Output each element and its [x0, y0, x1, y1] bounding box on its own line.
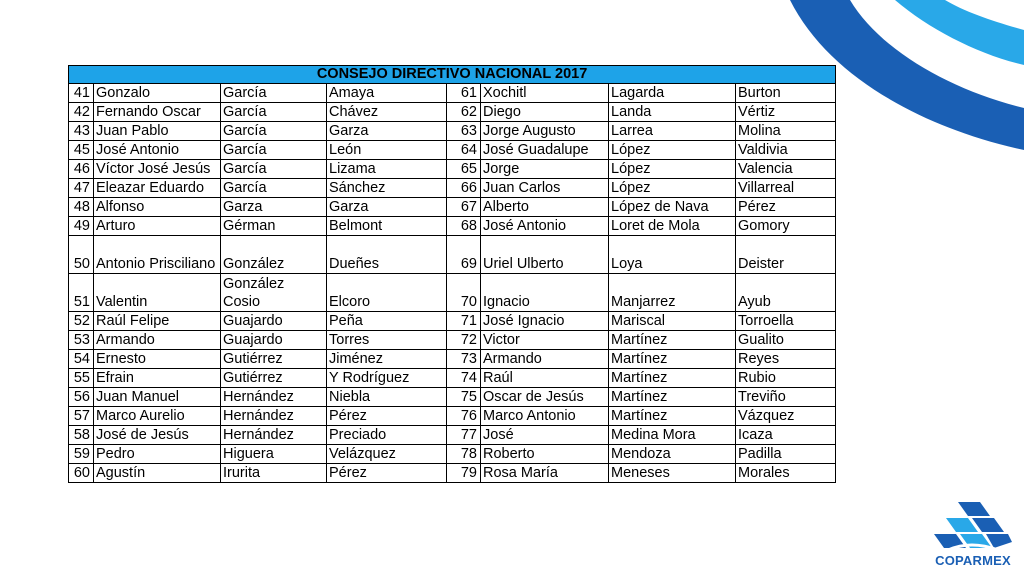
surname-maternal-cell: Villarreal: [736, 179, 836, 198]
surname-maternal-cell: Y Rodríguez: [327, 369, 447, 388]
member-number-cell: 63: [447, 122, 481, 141]
table-row: [69, 350, 836, 369]
coparmex-logo-text: COPARMEX: [935, 553, 1011, 568]
surname-paternal-cell: López: [609, 141, 736, 160]
surname-maternal-cell: Sánchez: [327, 179, 447, 198]
member-number-cell: 59: [69, 445, 94, 464]
table-row: [69, 236, 836, 274]
first-name-cell: Agustín: [94, 464, 221, 483]
surname-paternal-cell: García: [221, 122, 327, 141]
first-name-cell: Pedro: [94, 445, 221, 464]
member-number-cell: 62: [447, 103, 481, 122]
surname-maternal-cell: Lizama: [327, 160, 447, 179]
member-number-cell: 51: [69, 274, 94, 312]
table-row: [69, 426, 836, 445]
first-name-cell: Juan Carlos: [481, 179, 609, 198]
surname-paternal-cell: Hernández: [221, 407, 327, 426]
surname-paternal-cell: García: [221, 103, 327, 122]
member-number-cell: 71: [447, 312, 481, 331]
surname-paternal-cell: Loya: [609, 236, 736, 274]
surname-maternal-cell: Morales: [736, 464, 836, 483]
surname-maternal-cell: Valdivia: [736, 141, 836, 160]
surname-maternal-cell: Belmont: [327, 217, 447, 236]
member-number-cell: 74: [447, 369, 481, 388]
surname-paternal-cell: García: [221, 141, 327, 160]
surname-paternal-cell: Hernández: [221, 426, 327, 445]
surname-maternal-cell: Padilla: [736, 445, 836, 464]
surname-paternal-cell: Lagarda: [609, 84, 736, 103]
first-name-cell: Raúl: [481, 369, 609, 388]
first-name-cell: José Guadalupe: [481, 141, 609, 160]
member-number-cell: 78: [447, 445, 481, 464]
table-body: [69, 84, 836, 483]
surname-maternal-cell: Valencia: [736, 160, 836, 179]
member-number-cell: 65: [447, 160, 481, 179]
table-title: CONSEJO DIRECTIVO NACIONAL 2017: [69, 66, 836, 84]
member-number-cell: 66: [447, 179, 481, 198]
surname-maternal-cell: Amaya: [327, 84, 447, 103]
first-name-cell: Juan Manuel: [94, 388, 221, 407]
member-number-cell: 68: [447, 217, 481, 236]
surname-paternal-cell: Larrea: [609, 122, 736, 141]
first-name-cell: Roberto: [481, 445, 609, 464]
table-row: [69, 312, 836, 331]
surname-paternal-cell: Mendoza: [609, 445, 736, 464]
surname-maternal-cell: Icaza: [736, 426, 836, 445]
first-name-cell: Juan Pablo: [94, 122, 221, 141]
surname-maternal-cell: Preciado: [327, 426, 447, 445]
member-number-cell: 69: [447, 236, 481, 274]
surname-paternal-cell: Higuera: [221, 445, 327, 464]
surname-maternal-cell: Treviño: [736, 388, 836, 407]
surname-maternal-cell: Pérez: [736, 198, 836, 217]
table-row: [69, 179, 836, 198]
surname-paternal-cell: García: [221, 160, 327, 179]
member-number-cell: 77: [447, 426, 481, 445]
table-row: [69, 160, 836, 179]
member-number-cell: 72: [447, 331, 481, 350]
member-number-cell: 45: [69, 141, 94, 160]
surname-maternal-cell: Reyes: [736, 350, 836, 369]
member-number-cell: 43: [69, 122, 94, 141]
table-row: [69, 217, 836, 236]
surname-paternal-cell: Landa: [609, 103, 736, 122]
surname-paternal-cell: González Cosio: [221, 274, 327, 312]
surname-maternal-cell: Chávez: [327, 103, 447, 122]
first-name-cell: José Antonio: [481, 217, 609, 236]
table-row: [69, 122, 836, 141]
table-row: [69, 274, 836, 312]
first-name-cell: Raúl Felipe: [94, 312, 221, 331]
surname-paternal-cell: Mariscal: [609, 312, 736, 331]
surname-maternal-cell: Pérez: [327, 464, 447, 483]
surname-maternal-cell: Burton: [736, 84, 836, 103]
surname-maternal-cell: Vázquez: [736, 407, 836, 426]
table-row: [69, 464, 836, 483]
surname-paternal-cell: Hernández: [221, 388, 327, 407]
member-number-cell: 76: [447, 407, 481, 426]
surname-paternal-cell: González: [221, 236, 327, 274]
member-number-cell: 48: [69, 198, 94, 217]
first-name-cell: Rosa María: [481, 464, 609, 483]
surname-paternal-cell: Loret de Mola: [609, 217, 736, 236]
surname-paternal-cell: López: [609, 160, 736, 179]
member-number-cell: 79: [447, 464, 481, 483]
surname-paternal-cell: García: [221, 84, 327, 103]
first-name-cell: Marco Aurelio: [94, 407, 221, 426]
first-name-cell: Ignacio: [481, 274, 609, 312]
first-name-cell: Gonzalo: [94, 84, 221, 103]
first-name-cell: Armando: [481, 350, 609, 369]
surname-maternal-cell: Rubio: [736, 369, 836, 388]
first-name-cell: Uriel Ulberto: [481, 236, 609, 274]
surname-paternal-cell: Garza: [221, 198, 327, 217]
member-number-cell: 55: [69, 369, 94, 388]
surname-maternal-cell: Peña: [327, 312, 447, 331]
surname-maternal-cell: Garza: [327, 198, 447, 217]
member-number-cell: 54: [69, 350, 94, 369]
table-row: [69, 445, 836, 464]
first-name-cell: Alfonso: [94, 198, 221, 217]
table-row: [69, 141, 836, 160]
first-name-cell: Marco Antonio: [481, 407, 609, 426]
member-number-cell: 53: [69, 331, 94, 350]
surname-maternal-cell: Garza: [327, 122, 447, 141]
first-name-cell: Xochitl: [481, 84, 609, 103]
surname-paternal-cell: Meneses: [609, 464, 736, 483]
surname-maternal-cell: Torroella: [736, 312, 836, 331]
member-number-cell: 70: [447, 274, 481, 312]
member-number-cell: 50: [69, 236, 94, 274]
first-name-cell: José de Jesús: [94, 426, 221, 445]
first-name-cell: Diego: [481, 103, 609, 122]
member-number-cell: 42: [69, 103, 94, 122]
surname-maternal-cell: Pérez: [327, 407, 447, 426]
surname-paternal-cell: Martínez: [609, 331, 736, 350]
surname-paternal-cell: Martínez: [609, 350, 736, 369]
surname-paternal-cell: Martínez: [609, 407, 736, 426]
surname-paternal-cell: Guajardo: [221, 331, 327, 350]
first-name-cell: Ernesto: [94, 350, 221, 369]
surname-maternal-cell: Dueñes: [327, 236, 447, 274]
surname-maternal-cell: Velázquez: [327, 445, 447, 464]
surname-maternal-cell: León: [327, 141, 447, 160]
surname-paternal-cell: López de Nava: [609, 198, 736, 217]
table-row: [69, 331, 836, 350]
surname-paternal-cell: García: [221, 179, 327, 198]
member-number-cell: 75: [447, 388, 481, 407]
surname-maternal-cell: Gualito: [736, 331, 836, 350]
first-name-cell: Jorge: [481, 160, 609, 179]
first-name-cell: Armando: [94, 331, 221, 350]
member-number-cell: 60: [69, 464, 94, 483]
surname-maternal-cell: Vértiz: [736, 103, 836, 122]
first-name-cell: Victor: [481, 331, 609, 350]
surname-paternal-cell: Martínez: [609, 388, 736, 407]
member-number-cell: 67: [447, 198, 481, 217]
first-name-cell: Alberto: [481, 198, 609, 217]
surname-maternal-cell: Elcoro: [327, 274, 447, 312]
surname-maternal-cell: Torres: [327, 331, 447, 350]
member-number-cell: 57: [69, 407, 94, 426]
member-number-cell: 46: [69, 160, 94, 179]
member-number-cell: 47: [69, 179, 94, 198]
surname-paternal-cell: Medina Mora: [609, 426, 736, 445]
first-name-cell: Jorge Augusto: [481, 122, 609, 141]
member-number-cell: 64: [447, 141, 481, 160]
first-name-cell: Antonio Prisciliano: [94, 236, 221, 274]
table-row: [69, 407, 836, 426]
surname-maternal-cell: Ayub: [736, 274, 836, 312]
member-number-cell: 41: [69, 84, 94, 103]
surname-maternal-cell: Jiménez: [327, 350, 447, 369]
first-name-cell: José Antonio: [94, 141, 221, 160]
first-name-cell: Efrain: [94, 369, 221, 388]
surname-paternal-cell: Martínez: [609, 369, 736, 388]
surname-maternal-cell: Deister: [736, 236, 836, 274]
member-number-cell: 61: [447, 84, 481, 103]
table-row: [69, 369, 836, 388]
first-name-cell: José: [481, 426, 609, 445]
table-row: [69, 388, 836, 407]
member-number-cell: 49: [69, 217, 94, 236]
member-number-cell: 56: [69, 388, 94, 407]
table-row: [69, 84, 836, 103]
surname-paternal-cell: Gérman: [221, 217, 327, 236]
surname-paternal-cell: Guajardo: [221, 312, 327, 331]
surname-paternal-cell: Gutiérrez: [221, 350, 327, 369]
surname-maternal-cell: Molina: [736, 122, 836, 141]
first-name-cell: Valentin: [94, 274, 221, 312]
surname-paternal-cell: Gutiérrez: [221, 369, 327, 388]
member-number-cell: 58: [69, 426, 94, 445]
member-number-cell: 52: [69, 312, 94, 331]
table-row: [69, 198, 836, 217]
first-name-cell: Eleazar Eduardo: [94, 179, 221, 198]
surname-paternal-cell: Irurita: [221, 464, 327, 483]
first-name-cell: José Ignacio: [481, 312, 609, 331]
board-members-table: [68, 65, 836, 483]
surname-paternal-cell: López: [609, 179, 736, 198]
surname-paternal-cell: Manjarrez: [609, 274, 736, 312]
first-name-cell: Víctor José Jesús: [94, 160, 221, 179]
first-name-cell: Arturo: [94, 217, 221, 236]
table-row: [69, 103, 836, 122]
first-name-cell: Oscar de Jesús: [481, 388, 609, 407]
first-name-cell: Fernando Oscar: [94, 103, 221, 122]
surname-maternal-cell: Gomory: [736, 217, 836, 236]
surname-maternal-cell: Niebla: [327, 388, 447, 407]
member-number-cell: 73: [447, 350, 481, 369]
